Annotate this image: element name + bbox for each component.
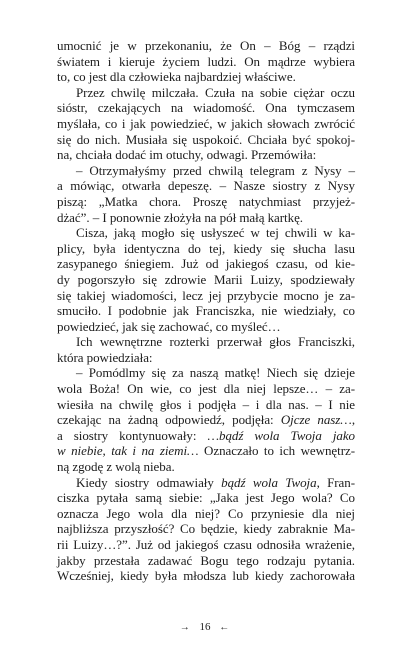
text-line: powiedzieć, jak się zachować, co myśleć… [57, 318, 281, 334]
text-line: się takiej wiadomości, lecz jej przybycie mocno je za- [57, 287, 355, 303]
text-line [57, 428, 355, 444]
text-line: plicy, była identyczna do tej, kiedy się słucha lasu [57, 240, 355, 256]
text-line [57, 475, 355, 491]
italic-run: Ojcze nasz… [280, 412, 352, 428]
text-line: która powiedziała: [57, 349, 153, 365]
text-line: najbliższa przyszłość? Co będzie, kiedy zabraknie Ma- [57, 521, 355, 537]
text-line: ciszka pytała samą siebie: „Jaka jest Jego wola? Co [57, 490, 355, 506]
italic-run: …bądź wola Twoja jako [207, 427, 355, 443]
text-line: dy pogorszyło się zdrowie Marii Luizy, spodziewały [57, 271, 355, 287]
text-run: Kiedy siostry odmawiały [76, 474, 222, 490]
text-line: smuciło. I podobnie jak Franciszka, nie wiedziały, co [57, 303, 355, 319]
text-line: Wcześniej, kiedy była młodsza lub kiedy zachorowała [57, 568, 355, 584]
italic-run: w niebie, tak i na ziemi… [57, 443, 199, 459]
text-line: Cisza, jaką mogło się usłyszeć w tej chwili w ka- [76, 225, 355, 241]
folio-ornament-left: → [179, 622, 191, 633]
body-text [57, 38, 355, 584]
text-run: , Fran- [316, 474, 356, 490]
text-line: – Pomódlmy się za naszą matkę! Niech się dzieje [76, 365, 355, 381]
text-line: a mówiąc, otwarła depeszę. – Nasze siostry z Nysy [57, 178, 355, 194]
text-line: jakby przestała zadawać Bogu tego rodzaju pytania. [57, 552, 355, 568]
text-line: piszą: „Matka chora. Proszę natychmiast przyjeż- [57, 193, 355, 209]
text-line: – Otrzymałyśmy przed chwilą telegram z Nysy – [76, 162, 355, 178]
text-line: na, chciała dodać im otuchy, odwagi. Przemówiła: [57, 147, 317, 163]
italic-run: bądź wola Twoja [221, 474, 317, 490]
text-line: zasypanego śniegiem. Już od jakiegoś czasu, od kie- [57, 256, 355, 272]
text-run: a siostry kontynuowały: [57, 427, 208, 443]
text-line: światem i kieruje życiem ludzi. On mądrze wybiera [57, 53, 355, 69]
folio-ornament-right: ← [219, 622, 231, 633]
text-line [57, 412, 355, 428]
text-line: dżać”. – I ponownie złożyła na pół małą kartkę. [57, 209, 303, 225]
text-run: , [351, 412, 356, 428]
text-line: ną zgodę z wolą nieba. [57, 459, 175, 475]
text-line: oznacza Jego wola dla niej? Co przyniesie dla niej [57, 505, 355, 521]
page-number: 16 [199, 621, 211, 633]
text-line: Przez chwilę milczała. Czuła na sobie ciężar oczu [76, 84, 355, 100]
text-line: się do nich. Musiała się uspokoić. Chciała być spokoj- [57, 131, 355, 147]
text-line: sióstr, czekających na wiadomość. Ona tymczasem [57, 100, 355, 116]
text-line: Ich wewnętrzne rozterki przerwał głos Franciszki, [76, 334, 355, 350]
page-number-footer [0, 621, 410, 633]
text-run: Oznaczało to ich wewnętrz- [198, 443, 355, 459]
text-line: wiesiła na chwilę głos i podjęła – i dla nas. – I nie [57, 396, 355, 412]
text-line: wola Boża! On wie, co jest dla niej lepsze… – za- [57, 381, 355, 397]
text-line: umocnić je w przekonaniu, że On – Bóg – rządzi [57, 38, 355, 53]
text-line: myślała, co i jak powiedzieć, w jakich słowach zwrócić [57, 115, 355, 131]
text-line: to, co jest dla człowieka najbardziej właściwe. [57, 69, 296, 85]
text-line: rii Luizy…?”. Już od jakiegoś czasu odnosiła wrażenie, [57, 537, 355, 552]
text-line [57, 443, 355, 459]
text-run: czekając na żadną odpowiedź, podjęła: [57, 412, 281, 428]
